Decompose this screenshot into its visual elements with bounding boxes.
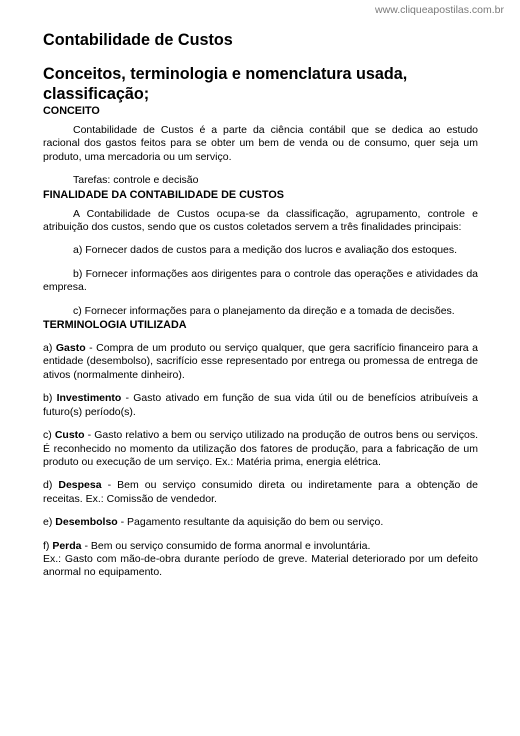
finalidade-intro: A Contabilidade de Custos ocupa-se da classificação, agrupamento, controle e atribuição dos custos, sendo que os custos coletados servem a três finalidades principais: xyxy=(43,207,478,234)
conceito-paragraph: Contabilidade de Custos é a parte da ciência contábil que se dedica ao estudo racional dos gastos feitos para se obter um bem de venda ou de consumo, quer seja um produto, uma mercadoria ou um serviço. xyxy=(43,124,478,163)
term-definition: - Gasto ativado em função de sua vida útil ou de benefícios atribuíveis a futuro(s) período(s). xyxy=(43,392,478,418)
term-name: Investimento xyxy=(56,392,122,405)
term-definition: - Bem ou serviço consumido de forma anormal e involuntária. xyxy=(81,539,371,552)
term-prefix: c) xyxy=(43,429,55,442)
term-custo xyxy=(43,429,478,469)
document-title: Contabilidade de Custos xyxy=(43,31,233,49)
section-heading-finalidade: FINALIDADE DA CONTABILIDADE DE CUSTOS xyxy=(43,188,284,201)
finalidade-item-a: a) Fornecer dados de custos para a medição dos lucros e avaliação dos estoques. xyxy=(73,244,458,257)
term-definition: - Bem ou serviço consumido direta ou indiretamente para a obtenção de receitas. Ex.: Comissão de vendedor. xyxy=(43,479,478,505)
term-perda-example: Ex.: Gasto com mão-de-obra durante período de greve. Material deteriorado por um defeito anormal no equipamento. xyxy=(43,552,478,579)
term-gasto xyxy=(43,342,478,382)
document-subtitle: Conceitos, terminologia e nomenclatura usada, classificação; xyxy=(43,65,408,103)
term-definition: - Gasto relativo a bem ou serviço utilizado na produção de outros bens ou serviços. É reconhecido no momento da utilização dos fatores de produção, para a fabricação de um produto ou execução de um serviço. Ex.: Matéria prima, energia elétrica. xyxy=(43,429,478,468)
section-terminologia xyxy=(43,318,478,580)
finalidade-item-c: c) Fornecer informações para o planejamento da direção e a tomada de decisões. xyxy=(73,304,455,317)
term-name: Gasto xyxy=(55,342,86,355)
term-name: Custo xyxy=(54,429,85,442)
term-prefix: a) xyxy=(43,342,56,355)
term-name: Despesa xyxy=(58,479,102,492)
term-prefix: b) xyxy=(43,392,57,405)
term-name: Desembolso xyxy=(55,516,118,529)
term-prefix: f) xyxy=(43,539,53,552)
term-definition: - Pagamento resultante da aquisição do bem ou serviço. xyxy=(117,516,384,529)
section-finalidade xyxy=(43,188,478,318)
term-despesa xyxy=(43,479,478,506)
term-prefix: d) xyxy=(43,479,59,492)
term-perda xyxy=(43,540,478,553)
term-definition: - Compra de um produto ou serviço qualquer, que gera sacrifício financeiro para a entidade (desembolso), sacrifício esse representado por entrega ou promessa de entrega de ativos (normalmente dinheiro). xyxy=(43,342,478,381)
finalidade-item-b: b) Fornecer informações aos dirigentes para o controle das operações e atividades da empresa. xyxy=(43,267,478,294)
section-conceito xyxy=(43,104,478,188)
conceito-tarefas: Tarefas: controle e decisão xyxy=(73,174,199,187)
document-page xyxy=(43,30,478,580)
term-investimento xyxy=(43,392,478,419)
section-heading-terminologia: TERMINOLOGIA UTILIZADA xyxy=(43,319,187,332)
term-name: Perda xyxy=(52,539,82,552)
term-prefix: e) xyxy=(43,516,56,529)
watermark-url: www.cliqueapostilas.com.br xyxy=(375,4,504,16)
term-desembolso xyxy=(43,516,478,529)
section-heading-conceito: CONCEITO xyxy=(43,105,100,117)
